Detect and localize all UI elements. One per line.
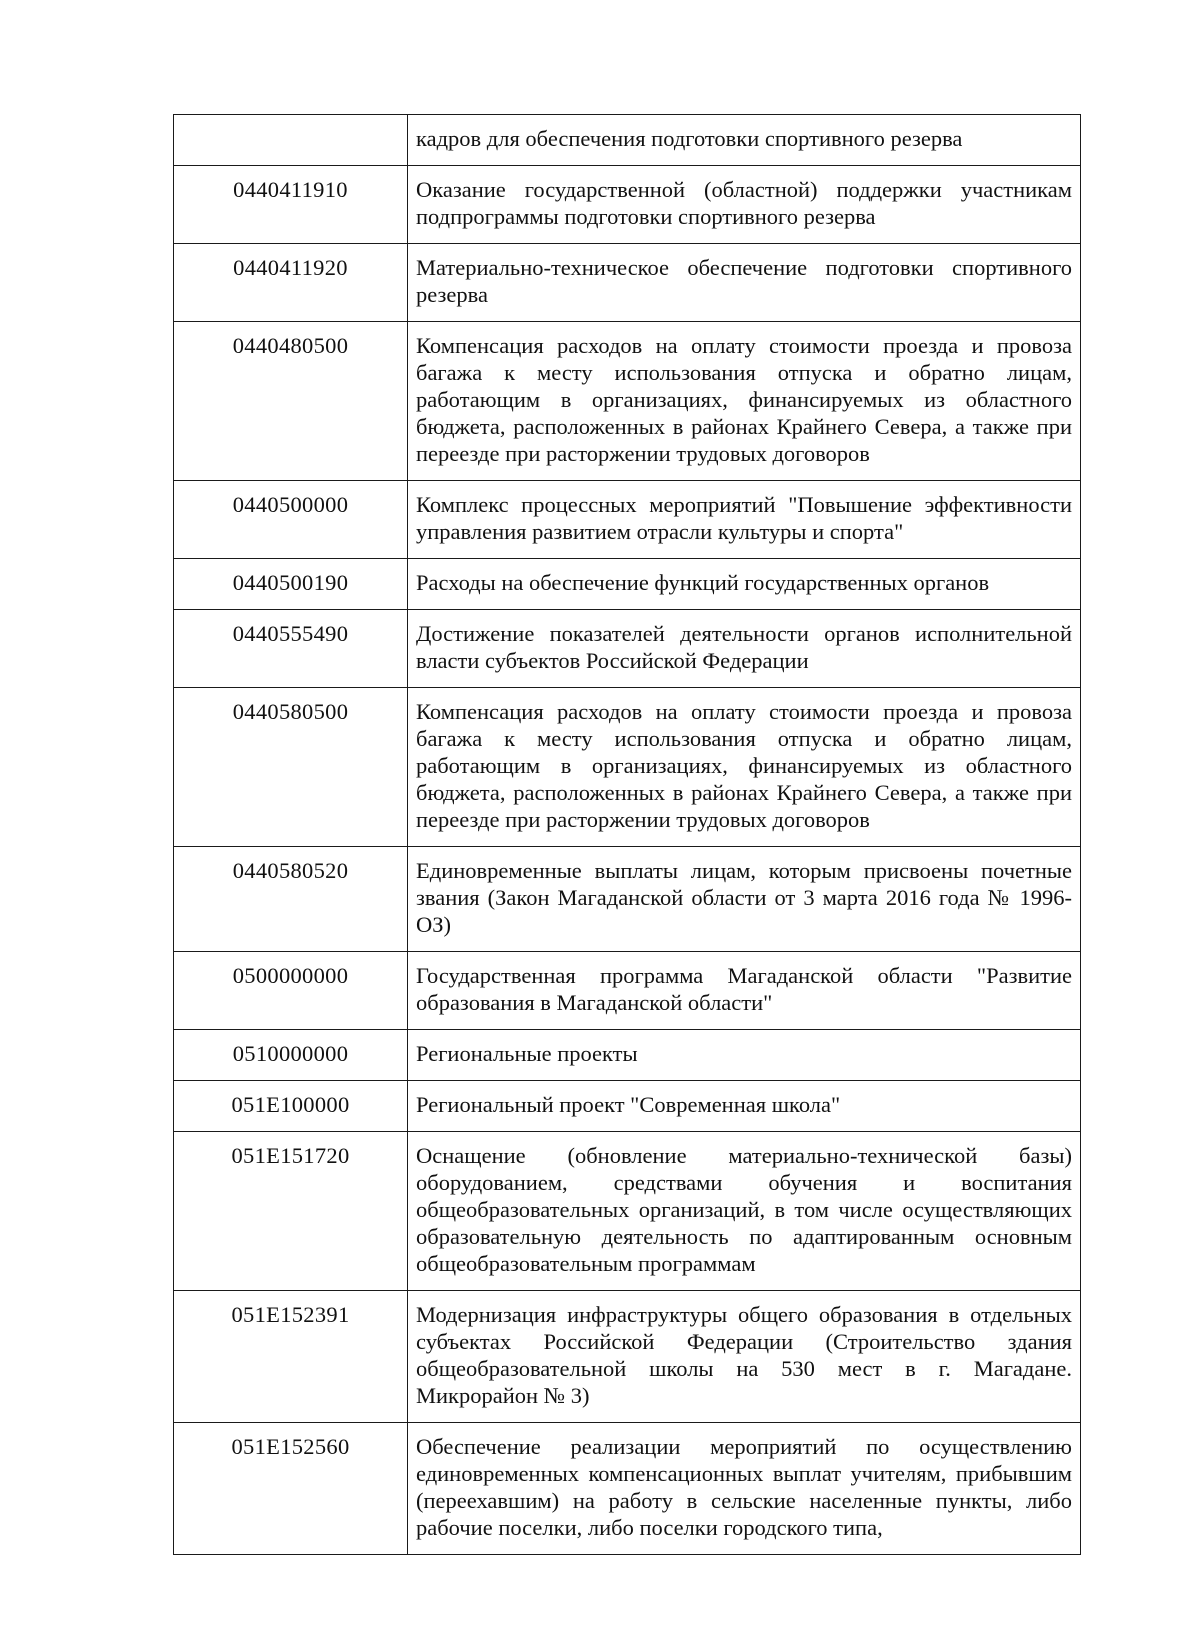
table-row: [174, 1081, 1081, 1132]
table-row: [174, 688, 1081, 847]
code-cell: 0440480500: [174, 322, 408, 481]
budget-code-table: [173, 114, 1081, 1555]
table-row: [174, 1030, 1081, 1081]
code-cell: 0510000000: [174, 1030, 408, 1081]
description-cell: Компенсация расходов на оплату стоимости проезда и провоза багажа к месту использования отпуска и обратно лицам, работающим в организациях, финансируемых из областного бюджета, расположенных в районах Крайнего Севера, а также при переезде при расторжении трудовых договоров: [408, 688, 1081, 847]
code-cell: 0440555490: [174, 610, 408, 688]
description-cell: кадров для обеспечения подготовки спортивного резерва: [408, 115, 1081, 166]
table-row: [174, 952, 1081, 1030]
code-cell: 0440500190: [174, 559, 408, 610]
description-cell: Достижение показателей деятельности органов исполнительной власти субъектов Российской Федерации: [408, 610, 1081, 688]
description-cell: Компенсация расходов на оплату стоимости проезда и провоза багажа к месту использования отпуска и обратно лицам, работающим в организациях, финансируемых из областного бюджета, расположенных в районах Крайнего Севера, а также при переезде при расторжении трудовых договоров: [408, 322, 1081, 481]
description-cell: Оснащение (обновление материально-технической базы) оборудованием, средствами обучения и воспитания общеобразовательных организаций, в том числе осуществляющих образовательную деятельность по адаптированным основным общеобразовательным программам: [408, 1132, 1081, 1291]
code-cell: 051E152560: [174, 1423, 408, 1555]
table-row: [174, 847, 1081, 952]
table-row: [174, 244, 1081, 322]
code-cell: 0440411920: [174, 244, 408, 322]
code-cell: 0440580500: [174, 688, 408, 847]
code-cell: 0440411910: [174, 166, 408, 244]
table-row: [174, 559, 1081, 610]
code-cell: 0440500000: [174, 481, 408, 559]
table-row: [174, 1132, 1081, 1291]
description-cell: Государственная программа Магаданской области "Развитие образования в Магаданской области": [408, 952, 1081, 1030]
description-cell: Региональные проекты: [408, 1030, 1081, 1081]
description-cell: Оказание государственной (областной) поддержки участникам подпрограммы подготовки спортивного резерва: [408, 166, 1081, 244]
description-cell: Материально-техническое обеспечение подготовки спортивного резерва: [408, 244, 1081, 322]
description-cell: Комплекс процессных мероприятий "Повышение эффективности управления развитием отрасли культуры и спорта": [408, 481, 1081, 559]
table-row: [174, 610, 1081, 688]
description-cell: Обеспечение реализации мероприятий по осуществлению единовременных компенсационных выплат учителям, прибывшим (переехавшим) на работу в сельские населенные пункты, либо рабочие поселки, либо поселки городского типа,: [408, 1423, 1081, 1555]
code-cell: 0500000000: [174, 952, 408, 1030]
table-row: [174, 1291, 1081, 1423]
description-cell: Единовременные выплаты лицам, которым присвоены почетные звания (Закон Магаданской области от 3 марта 2016 года № 1996-ОЗ): [408, 847, 1081, 952]
table-row: [174, 481, 1081, 559]
description-cell: Региональный проект "Современная школа": [408, 1081, 1081, 1132]
table-row: [174, 115, 1081, 166]
code-cell: 051E151720: [174, 1132, 408, 1291]
code-cell: [174, 115, 408, 166]
table-row: [174, 1423, 1081, 1555]
table-row: [174, 166, 1081, 244]
description-cell: Модернизация инфраструктуры общего образования в отдельных субъектах Российской Федерации (Строительство здания общеобразовательной школы на 530 мест в г. Магадане. Микрорайон № 3): [408, 1291, 1081, 1423]
code-cell: 0440580520: [174, 847, 408, 952]
description-cell: Расходы на обеспечение функций государственных органов: [408, 559, 1081, 610]
code-cell: 051E152391: [174, 1291, 408, 1423]
code-cell: 051E100000: [174, 1081, 408, 1132]
table-row: [174, 322, 1081, 481]
